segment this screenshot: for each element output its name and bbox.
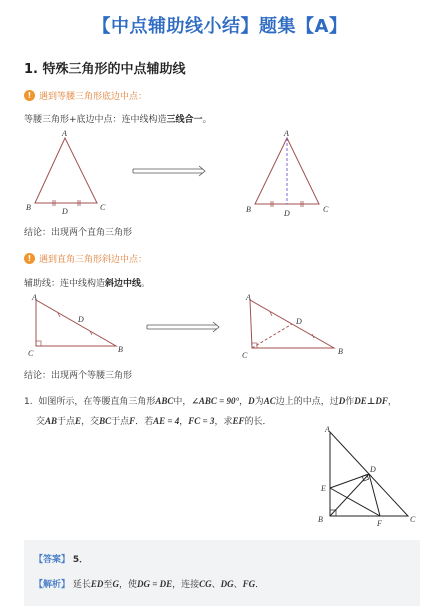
var-ab: AB (45, 416, 58, 426)
tip-right-triangle (24, 252, 147, 265)
fig-label-C: C (410, 515, 416, 524)
label-A2: A (284, 129, 289, 138)
label-C: C (100, 203, 106, 212)
desc-text: 等腰三角形+底边中点：连中线构造 (24, 115, 167, 125)
label-D2: D (284, 209, 290, 218)
double-arrow-icon (147, 322, 219, 332)
t: 于点 (57, 417, 76, 427)
fig-label-E: E (321, 484, 326, 493)
desc-text: 辅助线：连中线构造 (24, 279, 106, 289)
var-ef: EF (232, 416, 245, 426)
t: ， (239, 397, 249, 407)
var: DG = DE (136, 579, 173, 589)
analysis-line (34, 577, 264, 590)
t: ，连接 (172, 580, 200, 590)
t: ． (255, 580, 265, 590)
tip-isosceles (24, 89, 147, 102)
label-B: B (26, 203, 31, 212)
tip-isosceles-text: 遇到等腰三角形底边中点： (39, 92, 148, 102)
var: DG (220, 579, 234, 589)
var-e: E (75, 416, 82, 426)
label-D3: D (78, 315, 84, 324)
isosceles-triangle-left (35, 138, 97, 203)
problem-line-1 (24, 392, 420, 412)
desc-bold: 斜边中线 (105, 279, 142, 289)
isosceles-figures (20, 128, 420, 222)
var-abc: ABC (155, 396, 174, 406)
label-B2: B (246, 205, 251, 214)
t: 作 (345, 397, 355, 407)
isosceles-desc (24, 112, 212, 125)
t: 中， (173, 397, 192, 407)
page-title: 【中点辅助线小结】题集【A】 (92, 16, 348, 37)
label-C3: C (28, 349, 34, 358)
desc-bold: 三线合一 (166, 115, 203, 125)
var-ac: AC (263, 396, 276, 406)
answer-line (34, 552, 88, 565)
right-triangle-left (36, 300, 116, 346)
fig-label-B: B (318, 515, 323, 524)
label-A: A (62, 129, 67, 138)
t: ，求 (214, 417, 233, 427)
right-desc (24, 276, 150, 289)
t: ，交 (81, 417, 100, 427)
t: 延长 (72, 580, 91, 590)
fig-label-D: D (370, 465, 376, 474)
problem-figure (300, 424, 430, 530)
analysis-label: 【解析】 (34, 580, 71, 590)
label-B4: B (338, 347, 343, 356)
section-heading: 1. 特殊三角形的中点辅助线 (24, 62, 186, 77)
label-C2: C (323, 205, 329, 214)
hypotenuse-median-dashed (252, 324, 292, 348)
label-A4: A (246, 293, 251, 302)
t: 边上的中点，过 (275, 397, 339, 407)
answer-box (24, 540, 420, 606)
t: 至 (103, 580, 113, 590)
answer-label: 【答案】 (34, 555, 71, 565)
desc-suffix: 。 (202, 115, 212, 125)
var-bc: BC (99, 416, 112, 426)
var-de: DE⊥DF (354, 396, 388, 406)
bulb-icon: ! (24, 253, 35, 264)
var-d: D (248, 396, 255, 406)
label-A3: A (32, 293, 37, 302)
var-fc: FC = 3 (188, 416, 215, 426)
label-D: D (62, 207, 68, 216)
problem-number: 1. (24, 397, 33, 407)
t: 如图所示，在等腰直角三角形 (38, 397, 156, 407)
right-conclusion: 结论：出现两个等腰三角形 (24, 371, 133, 381)
t: 、 (233, 580, 243, 590)
label-B3: B (118, 345, 123, 354)
label-D4: D (296, 317, 302, 326)
label-C4: C (242, 351, 248, 360)
var: G (112, 579, 119, 589)
answer-value: 5． (72, 555, 89, 565)
t: 交 (36, 417, 46, 427)
var-ae: AE = 4 (153, 416, 180, 426)
var: ED (90, 579, 104, 589)
isosceles-conclusion: 结论：出现两个直角三角形 (24, 228, 133, 238)
fig-label-A: A (325, 425, 330, 434)
right-triangle-figures (20, 290, 420, 362)
t: ．若 (135, 417, 154, 427)
t: ， (179, 417, 189, 427)
tip-right-text: 遇到直角三角形斜边中点： (39, 255, 148, 265)
bulb-icon: ! (24, 90, 35, 101)
desc-suffix: 。 (141, 279, 151, 289)
t: ，使 (118, 580, 137, 590)
double-arrow-icon (133, 166, 205, 176)
var: CG (199, 579, 212, 589)
t: 为 (254, 397, 264, 407)
t: ， (387, 397, 397, 407)
var: FG (242, 579, 256, 589)
t: 的长． (244, 417, 272, 427)
t: 于点 (111, 417, 130, 427)
var-d: D (338, 396, 346, 406)
var-angle: ∠ABC = 90° (191, 396, 240, 406)
t: 、 (211, 580, 221, 590)
fig-label-F: F (377, 519, 382, 528)
var-f: F (129, 416, 136, 426)
